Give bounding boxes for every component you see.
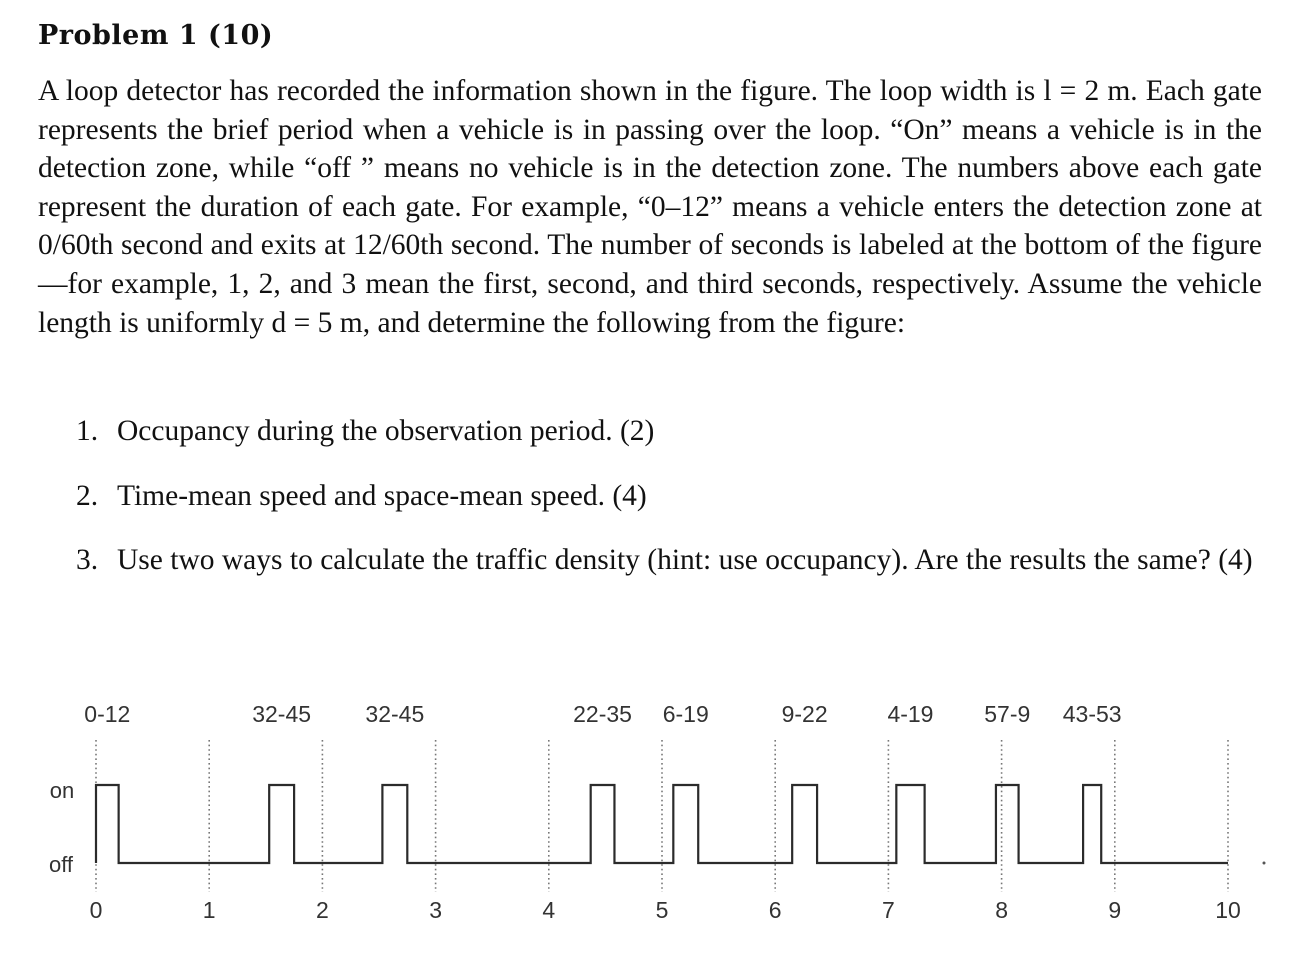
gate-label-2: 32-45: [252, 701, 312, 727]
question-number: 1.: [76, 415, 99, 447]
state-label-on: on: [49, 778, 75, 803]
time-gridlines: [96, 740, 1228, 892]
x-tick-label-5: 5: [655, 897, 669, 923]
question-text: Time-mean speed and space-mean speed. (4): [117, 479, 647, 512]
gate-label-5: 6-19: [662, 701, 709, 727]
gate-3: [382, 785, 407, 863]
x-tick-label-4: 4: [542, 897, 556, 923]
question-number: 3.: [76, 544, 99, 577]
gate-4: [591, 785, 615, 863]
x-tick-label-6: 6: [768, 897, 782, 923]
gate-8: [996, 785, 1019, 863]
gate-9: [1083, 785, 1101, 863]
x-tick-label-7: 7: [882, 897, 895, 923]
state-label-off: off: [48, 852, 74, 877]
loop-detector-chart: [0, 680, 1290, 950]
x-tick-label-0: 0: [89, 897, 103, 923]
gate-label-1: 0-12: [84, 701, 131, 727]
gate-2: [269, 785, 294, 863]
gate-label-3: 32-45: [365, 701, 425, 727]
signal-series: [96, 785, 1266, 865]
x-tick-label-8: 8: [995, 897, 1008, 923]
gate-7: [896, 785, 924, 863]
x-tick-label-9: 9: [1108, 897, 1122, 923]
question-item: [76, 541, 1262, 580]
question-text: Use two ways to calculate the traffic density (hint: use occupancy). Are the results the same? (4): [117, 544, 1253, 577]
chart-labels: [49, 701, 1241, 923]
gate-label-6: 9-22: [781, 701, 828, 727]
question-text: Occupancy during the observation period. (2): [117, 415, 655, 447]
gate-label-9: 43-53: [1062, 701, 1122, 727]
gate-label-4: 22-35: [573, 701, 632, 727]
x-tick-label-10: 10: [1215, 897, 1241, 923]
gate-1: [96, 785, 119, 863]
x-tick-label-2: 2: [316, 897, 329, 923]
x-tick-label-3: 3: [429, 897, 442, 923]
question-item: [76, 477, 1262, 516]
question-number: 2.: [76, 479, 99, 512]
problem-description: A loop detector has recorded the information shown in the figure. The loop width is l = 2 m. Each gate represents the brief period when a vehicle is in passing over the loop. “On” means a vehicle is in the detection zone, while “off ” means no vehicle is in the detection zone. The numbers above each gate represent the duration of each gate. For example, “0–12” means a vehicle enters the detection zone at 0/60th second and exits at 12/60th second. The number of seconds is labeled at the bottom of the figure—for example, 1, 2, and 3 mean the first, second, and third seconds, respectively. Assume the vehicle length is uniformly d = 5 m, and determine the following from the figure:: [38, 75, 1262, 339]
problem-title: Problem 1 (10): [38, 20, 274, 51]
gate-5: [673, 785, 698, 863]
gate-label-7: 4-19: [887, 701, 934, 727]
signal-end-dot: [1263, 862, 1266, 865]
question-list: [76, 412, 1262, 580]
gate-label-8: 57-9: [984, 701, 1031, 727]
gate-6: [792, 785, 817, 863]
x-tick-label-1: 1: [202, 897, 216, 923]
question-item: [76, 412, 1262, 451]
